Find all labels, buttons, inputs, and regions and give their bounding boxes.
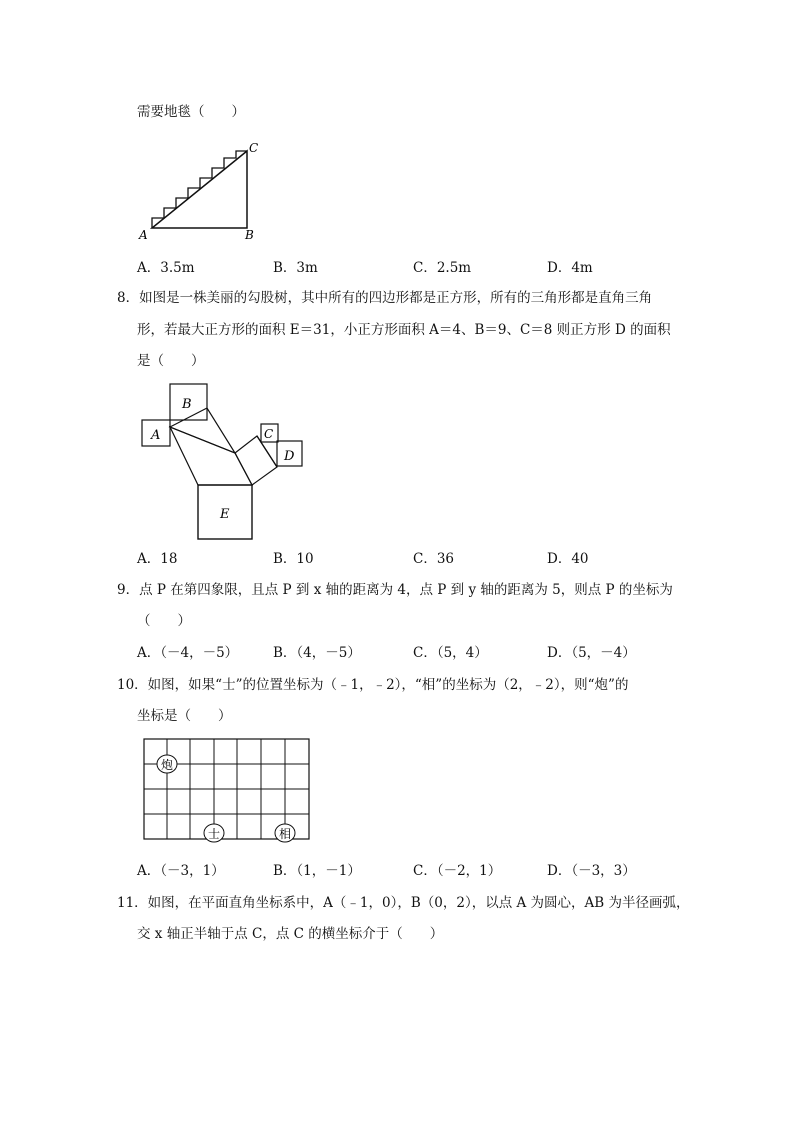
- piece-shi-label: 士: [207, 827, 221, 841]
- q7-option-b[interactable]: B．3m: [273, 260, 318, 276]
- q9-option-c[interactable]: C．（5，4）: [413, 645, 488, 661]
- label-c: C: [249, 141, 259, 155]
- q11-question-line2: 交 x 轴正半轴于点 C，点 C 的横坐标介于（ ）: [137, 926, 444, 942]
- q7-question-tail: 需要地毯（ ）: [137, 104, 245, 120]
- q10-option-b[interactable]: B．（1，－1）: [273, 863, 361, 879]
- q8-question-line3: 是（ ）: [137, 353, 205, 369]
- q10-option-a[interactable]: A．（－3，1）: [137, 863, 225, 879]
- q8-options: [137, 549, 697, 569]
- piece-xiang: [275, 824, 295, 842]
- square-label-e: E: [220, 507, 230, 522]
- piece-pao: [157, 755, 177, 773]
- square-label-d: D: [284, 449, 295, 464]
- q9-option-d[interactable]: D．（5，－4）: [547, 645, 636, 661]
- label-b: B: [245, 228, 254, 242]
- q9-question-line1: 9．点 P 在第四象限，且点 P 到 x 轴的距离为 4，点 P 到 y 轴的距离为 5，则点 P 的坐标为: [117, 582, 673, 598]
- q8-question-line2: 形，若最大正方形的面积 E＝31，小正方形面积 A＝4、B＝9、C＝8 则正方形 D 的面积: [137, 322, 671, 338]
- q10-question-line2: 坐标是（ ）: [137, 708, 232, 724]
- pythagoras-tree-figure: [140, 382, 310, 542]
- q9-options: [137, 643, 697, 663]
- q11-question-line1: 11．如图，在平面直角坐标系中，A（﹣1，0），B（0，2），以点 A 为圆心，AB 为半径画弧，: [117, 895, 690, 911]
- q10-option-c[interactable]: C．（－2，1）: [413, 863, 502, 879]
- q7-option-a[interactable]: A．3.5m: [137, 260, 195, 276]
- piece-xiang-label: 相: [278, 827, 292, 841]
- q7-option-c[interactable]: C．2.5m: [413, 260, 472, 276]
- square-label-b: B: [182, 397, 192, 412]
- q9-question-line2: （ ）: [137, 613, 191, 629]
- chess-board-figure: [140, 735, 315, 850]
- piece-shi: [204, 824, 224, 842]
- q10-question-line1: 10．如图，如果“士”的位置坐标为（﹣1，﹣2），“相”的坐标为（2，﹣2），则“炮”的: [117, 677, 629, 693]
- q7-options: [137, 258, 697, 278]
- q8-option-c[interactable]: C．36: [413, 551, 455, 567]
- q7-option-d[interactable]: D．4m: [547, 260, 593, 276]
- q8-option-d[interactable]: D．40: [547, 551, 589, 567]
- q8-option-a[interactable]: A．18: [137, 551, 178, 567]
- staircase-figure: [135, 140, 265, 245]
- q9-option-a[interactable]: A．（－4，－5）: [137, 645, 239, 661]
- q8-option-b[interactable]: B．10: [273, 551, 314, 567]
- square-label-a: A: [151, 428, 161, 443]
- label-a: A: [139, 228, 148, 242]
- square-label-c: C: [264, 427, 274, 441]
- q10-options: [137, 861, 697, 881]
- q8-question-line1: 8．如图是一株美丽的勾股树，其中所有的四边形都是正方形，所有的三角形都是直角三角: [117, 290, 653, 306]
- piece-pao-label: 炮: [160, 758, 174, 772]
- q10-option-d[interactable]: D．（－3，3）: [547, 863, 636, 879]
- q9-option-b[interactable]: B．（4，－5）: [273, 645, 361, 661]
